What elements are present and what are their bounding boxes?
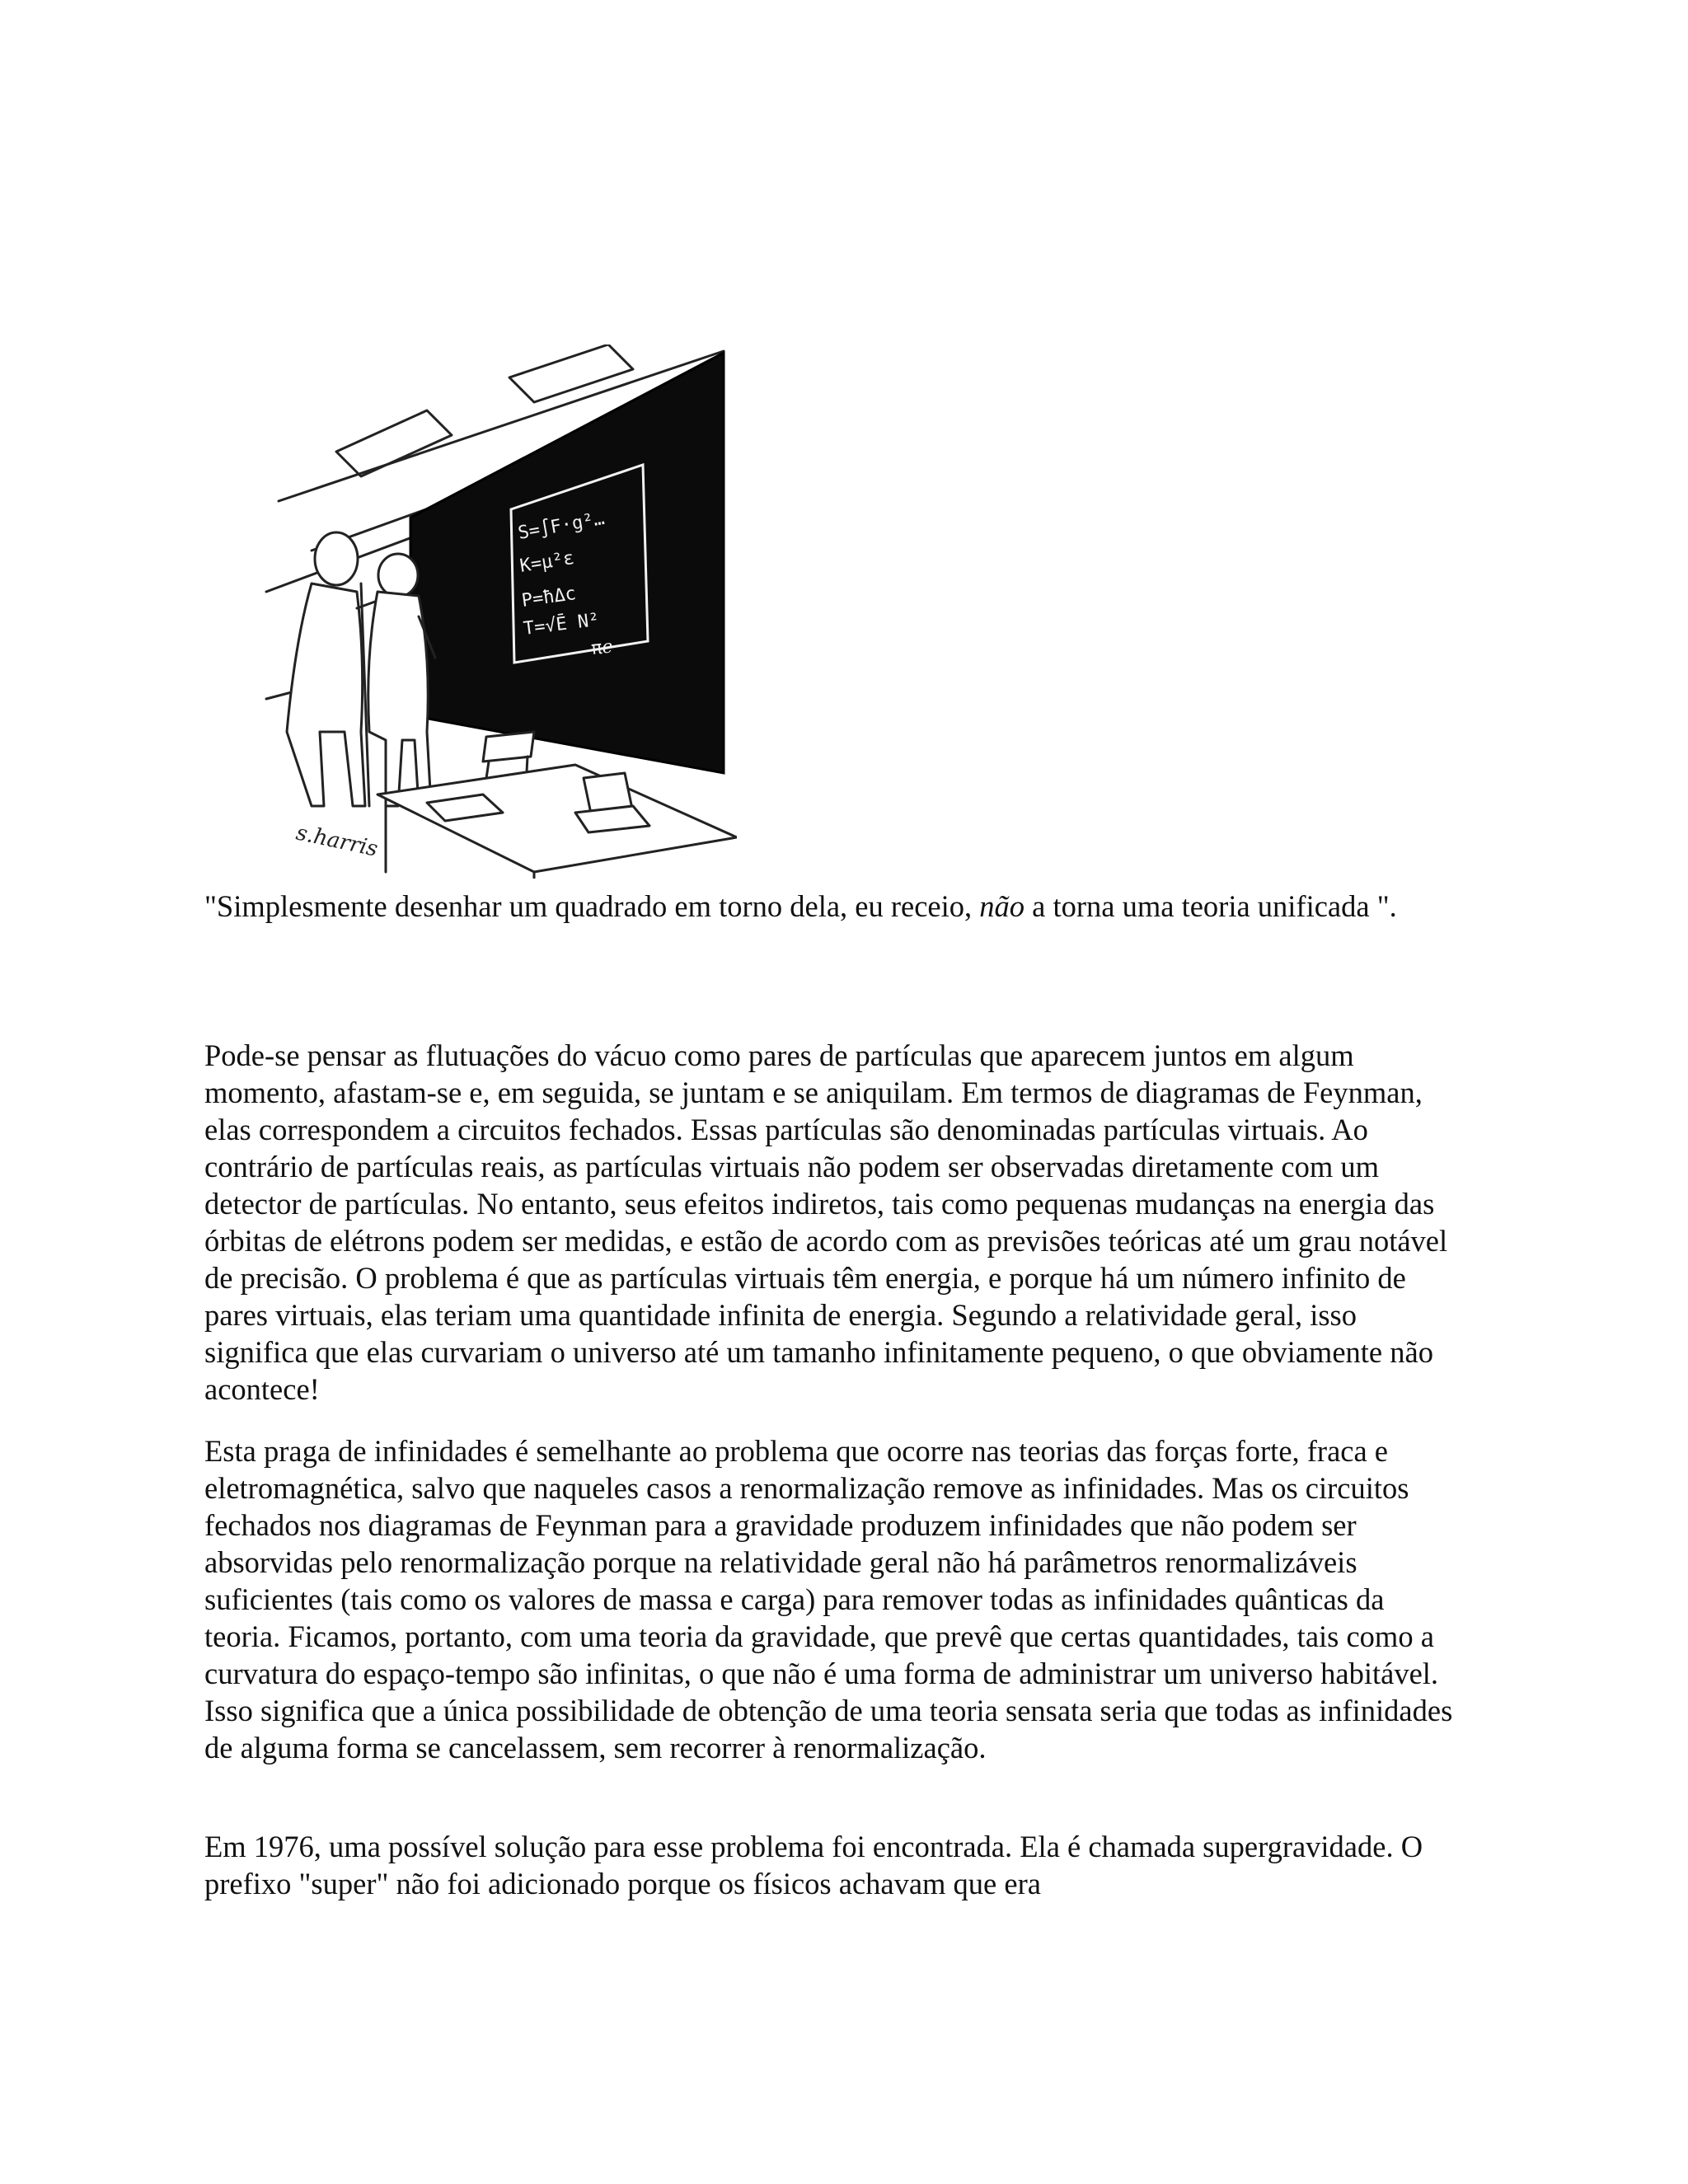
ceiling-light <box>509 344 633 402</box>
caption-text-end: a torna uma teoria unificada ". <box>1025 889 1397 923</box>
artist-signature: s.harris <box>293 820 380 862</box>
svg-text:T=√Ē N²: T=√Ē N² <box>522 609 601 640</box>
desk <box>377 765 737 879</box>
cartoon-illustration <box>262 344 737 879</box>
svg-text:πℯ: πℯ <box>590 636 614 659</box>
svg-text:K=μ²ε: K=μ²ε <box>518 547 576 577</box>
body-paragraph <box>204 1037 1457 1408</box>
caption-emphasis: não <box>979 889 1025 923</box>
paragraph-text: Em 1976, uma possível solução para esse problema foi encontrada. Ela é chamada supergravidade. O prefixo "super" não foi adicionado porque os físicos achavam que era <box>204 1830 1423 1900</box>
svg-text:S=∫F·g²…: S=∫F·g²… <box>516 508 607 544</box>
svg-text:P=ħΔc: P=ħΔc <box>520 583 578 612</box>
caption-text-start: "Simplesmente desenhar um quadrado em torno dela, eu receio, <box>204 889 980 923</box>
cartoon-caption <box>204 888 1457 925</box>
body-paragraph <box>204 1432 1457 1766</box>
ceiling-light <box>336 410 452 476</box>
body-paragraph <box>204 1828 1457 1902</box>
paragraph-text: Pode-se pensar as flutuações do vácuo como pares de partículas que aparecem juntos em algum momento, afastam-se e, em seguida, se juntam e se aniquilam. Em termos de diagramas de Feynman, elas correspondem a circuitos fechados. Essas partículas são denominadas partículas virtuais. Ao contrário de partículas reais, as partículas virtuais não podem ser observadas diretamente com um detector de partículas. No entanto, seus efeitos indiretos, tais como pequenas mudanças na energia das órbitas de elétrons podem ser medidas, e estão de acordo com as previsões teóricas até um grau notável de precisão. O problema é que as partículas virtuais têm energia, e porque há um número infinito de pares virtuais, elas teriam uma quantidade infinita de energia. Segundo a relatividade geral, isso significa que elas curvariam o universo até um tamanho infinitamente pequeno, o que obviamente não acontece! <box>204 1038 1448 1406</box>
paragraph-text: Esta praga de infinidades é semelhante ao problema que ocorre nas teorias das forças forte, fraca e eletromagnética, salvo que naqueles casos a renormalização remove as infinidades. Mas os circuitos fechados nos diagramas de Feynman para a gravidade produzem infinidades que não podem ser absorvidas pelo renormalização porque na relatividade geral não há parâmetros renormalizáveis suficientes (tais como os valores de massa e carga) para remover todas as infinidades quânticas da teoria. Ficamos, portanto, com uma teoria da gravidade, que prevê que certas quantidades, tais como a curvatura do espaço-tempo são infinitas, o que não é uma forma de administrar um universo habitável. Isso significa que a única possibilidade de obtenção de uma teoria sensata seria que todas as infinidades de alguma forma se cancelassem, sem recorrer à renormalização. <box>204 1434 1453 1765</box>
